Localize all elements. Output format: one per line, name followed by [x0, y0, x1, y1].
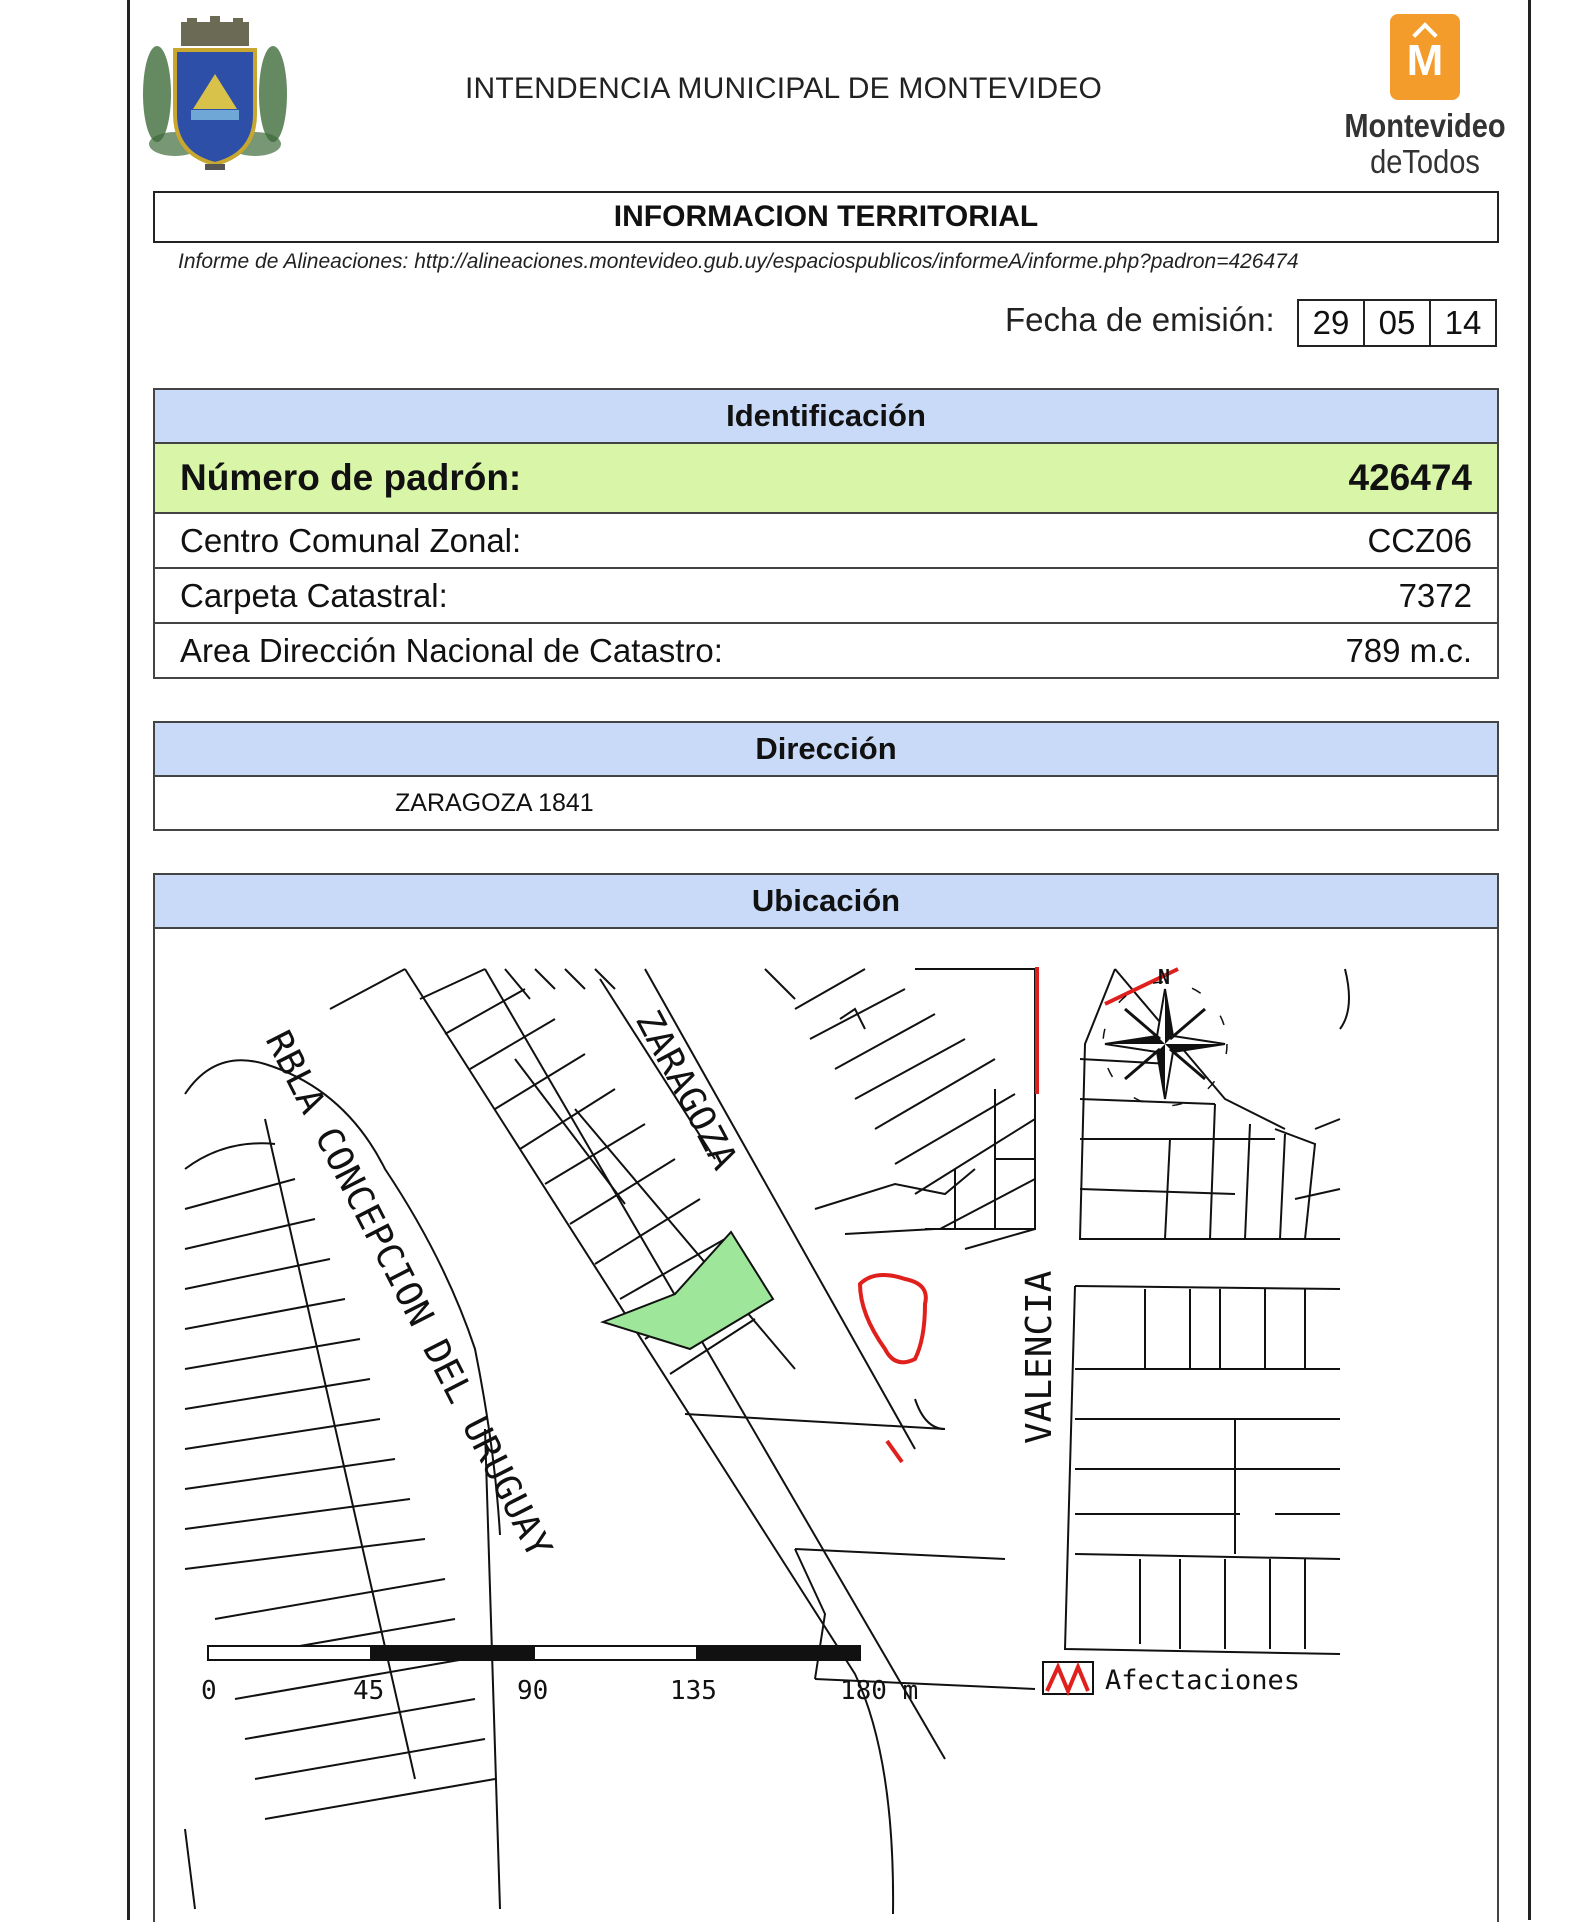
- ubicacion-section: [153, 873, 1499, 1922]
- north-compass-icon: [1103, 965, 1227, 1106]
- ccz-row: [155, 514, 1497, 569]
- location-map: [155, 929, 1497, 1922]
- date-label: Fecha de emisión:: [1005, 301, 1275, 338]
- scale-180: 180 m: [840, 1676, 919, 1706]
- report-banner: INFORMACION TERRITORIAL: [153, 191, 1499, 243]
- north-label: N: [1158, 965, 1171, 989]
- municipal-crest-icon: [135, 14, 295, 174]
- scale-90: 90: [517, 1676, 549, 1706]
- ccz-label: Centro Comunal Zonal:: [180, 521, 522, 559]
- zaragoza-label: ZARAGOZA: [627, 1003, 745, 1177]
- montevideo-de-todos-logo: [1330, 14, 1520, 184]
- map-parcel-lines: [185, 969, 1349, 1914]
- identificacion-section: [153, 388, 1499, 679]
- address-value: ZARAGOZA 1841: [395, 789, 594, 817]
- carpeta-row: [155, 569, 1497, 624]
- scale-45: 45: [353, 1676, 385, 1706]
- identificacion-title: Identificación: [155, 390, 1497, 444]
- padron-value: 426474: [1348, 457, 1472, 498]
- padron-row: [155, 444, 1497, 514]
- area-row: [155, 624, 1497, 677]
- date-month: 05: [1363, 299, 1431, 347]
- carpeta-value: 7372: [1398, 576, 1472, 614]
- document-page: [127, 0, 1531, 1920]
- organization-title: INTENDENCIA MUNICIPAL DE MONTEVIDEO: [465, 72, 1103, 105]
- scale-bar: [201, 1646, 918, 1706]
- area-value: 789 m.c.: [1345, 631, 1472, 669]
- direccion-title: Dirección: [155, 723, 1497, 777]
- direccion-section: [153, 721, 1499, 831]
- legend: [1043, 1662, 1300, 1696]
- alineaciones-link[interactable]: Informe de Alineaciones: http://alineaciones.montevideo.gub.uy/espaciospublicos/informeA/informe.php?padron=426474: [178, 250, 1299, 273]
- ccz-value: CCZ06: [1367, 521, 1472, 559]
- area-label: Area Dirección Nacional de Catastro:: [180, 631, 723, 669]
- scale-135: 135: [670, 1676, 717, 1706]
- valencia-label: VALENCIA: [1019, 1270, 1060, 1444]
- logo-line-2: deTodos: [1370, 143, 1480, 180]
- ubicacion-title: Ubicación: [155, 875, 1497, 929]
- legend-label: Afectaciones: [1105, 1665, 1301, 1696]
- scale-0: 0: [201, 1676, 217, 1706]
- padron-parcel[interactable]: [603, 1232, 773, 1349]
- logo-line-1: Montevideo: [1344, 107, 1506, 144]
- date-day: 29: [1297, 299, 1365, 347]
- logo-m-icon: M: [1390, 14, 1460, 100]
- padron-label: Número de padrón:: [180, 457, 522, 498]
- rambla-label: RBLA CONCEPCION DEL URUGUAY: [256, 1024, 560, 1565]
- date-year: 14: [1429, 299, 1497, 347]
- carpeta-label: Carpeta Catastral:: [180, 576, 448, 614]
